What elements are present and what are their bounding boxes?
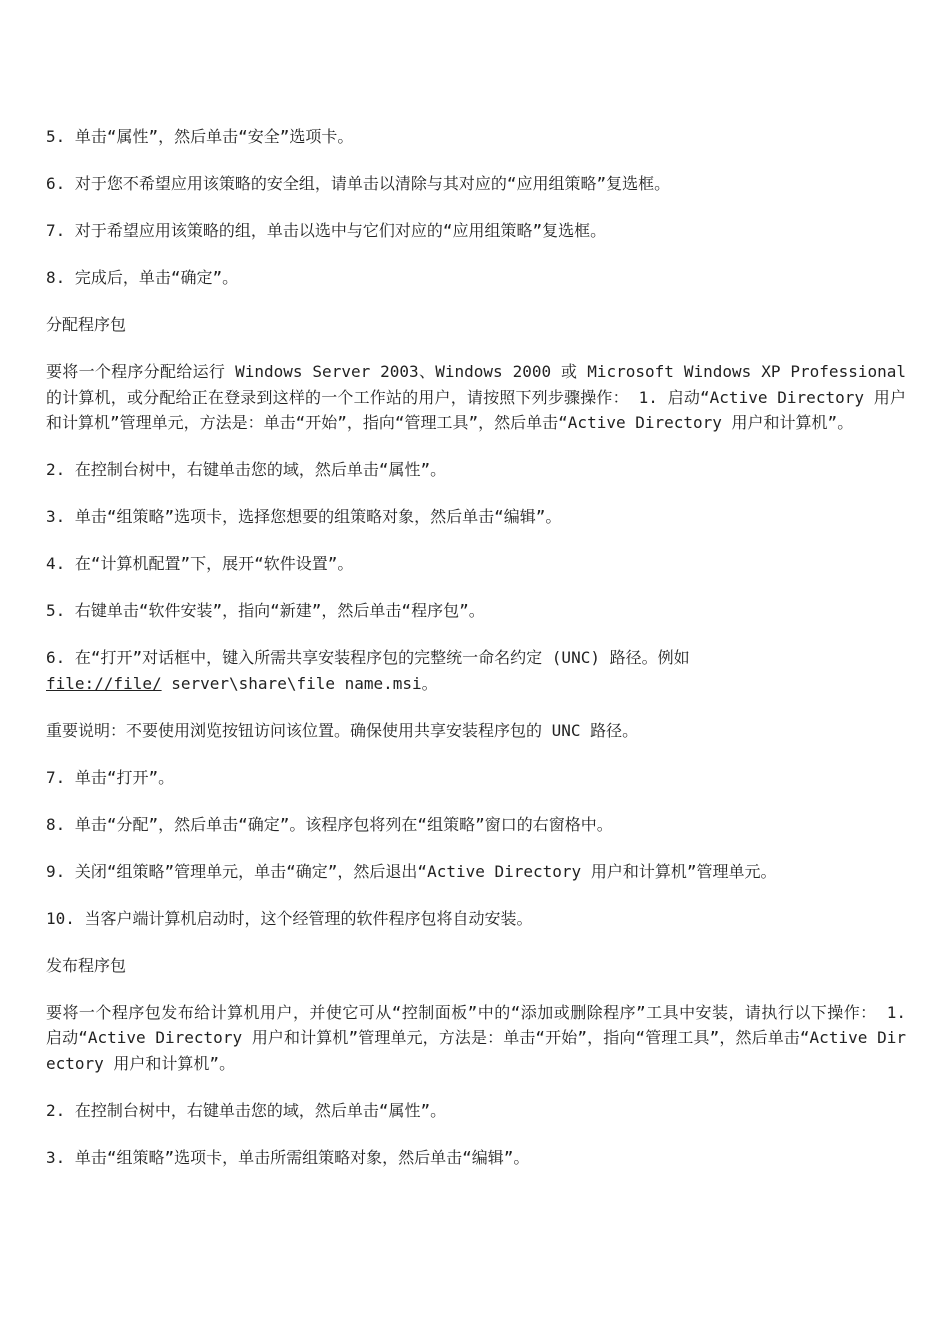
- step-6-clear-checkbox: 6. 对于您不希望应用该策略的安全组，请单击以清除与其对应的“应用组策略”复选框。: [46, 174, 671, 193]
- section-heading-assign-package: 分配程序包: [46, 315, 127, 334]
- assign-step-10: 10. 当客户端计算机启动时，这个经管理的软件程序包将自动安装。: [46, 908, 533, 928]
- assign-step-5: 5. 右键单击“软件安装”，指向“新建”，然后单击“程序包”。: [46, 601, 485, 620]
- assign-step-6: [46, 645, 906, 696]
- publish-step-2: 2. 在控制台树中，右键单击您的域，然后单击“属性”。: [46, 1100, 447, 1120]
- assign-step-7: 7. 单击“打开”。: [46, 767, 175, 787]
- assign-step-3: 3. 单击“组策略”选项卡，选择您想要的组策略对象，然后单击“编辑”。: [46, 507, 562, 526]
- assign-step-4: 4. 在“计算机配置”下，展开“软件设置”。: [46, 554, 354, 573]
- important-note: 重要说明：不要使用浏览按钮访问该位置。确保使用共享安装程序包的 UNC 路径。: [46, 720, 639, 740]
- file-path-rest: server\share\file name.msi。: [161, 673, 438, 693]
- assign-step-9: 9. 关闭“组策略”管理单元，单击“确定”，然后退出“Active Directory 用户和计算机”管理单元。: [46, 861, 777, 881]
- step-8-confirm: 8. 完成后，单击“确定”。: [46, 268, 239, 287]
- step-7-select-checkbox: 7. 对于希望应用该策略的组，单击以选中与它们对应的“应用组策略”复选框。: [46, 221, 607, 240]
- step-5-security-tab: 5. 单击“属性”，然后单击“安全”选项卡。: [46, 127, 354, 146]
- section-heading-publish-package: 发布程序包: [46, 955, 127, 975]
- file-path-link[interactable]: file://file/: [46, 673, 162, 693]
- assign-step-6-text: 6. 在“打开”对话框中，键入所需共享安装程序包的完整统一命名约定 (UNC) 路径。例如: [46, 648, 690, 667]
- publish-step-3: 3. 单击“组策略”选项卡，单击所需组策略对象，然后单击“编辑”。: [46, 1147, 530, 1167]
- document-page: [46, 124, 906, 1192]
- assign-step-8: 8. 单击“分配”，然后单击“确定”。该程序包将列在“组策略”窗口的右窗格中。: [46, 814, 613, 834]
- assign-step-2: 2. 在控制台树中，右键单击您的域，然后单击“属性”。: [46, 460, 447, 479]
- assign-package-intro: 要将一个程序分配给运行 Windows Server 2003、Windows 2000 或 Microsoft Windows XP Professional 的计算机，或分配给正在登录到这样的一个工作站的用户，请按照下列步骤操作： 1. 启动“Active Directory 用户和计算机”管理单元，方法是：单击“开始”，指向“管理工具”，然后单击“Active Directory 用户和计算机”。: [46, 362, 906, 432]
- publish-package-intro: 要将一个程序包发布给计算机用户，并使它可从“控制面板”中的“添加或删除程序”工具中安装，请执行以下操作： 1. 启动“Active Directory 用户和计算机”管理单元，方法是：单击“开始”，指向“管理工具”，然后单击“Active Directory 用户和计算机”。: [46, 1002, 906, 1073]
